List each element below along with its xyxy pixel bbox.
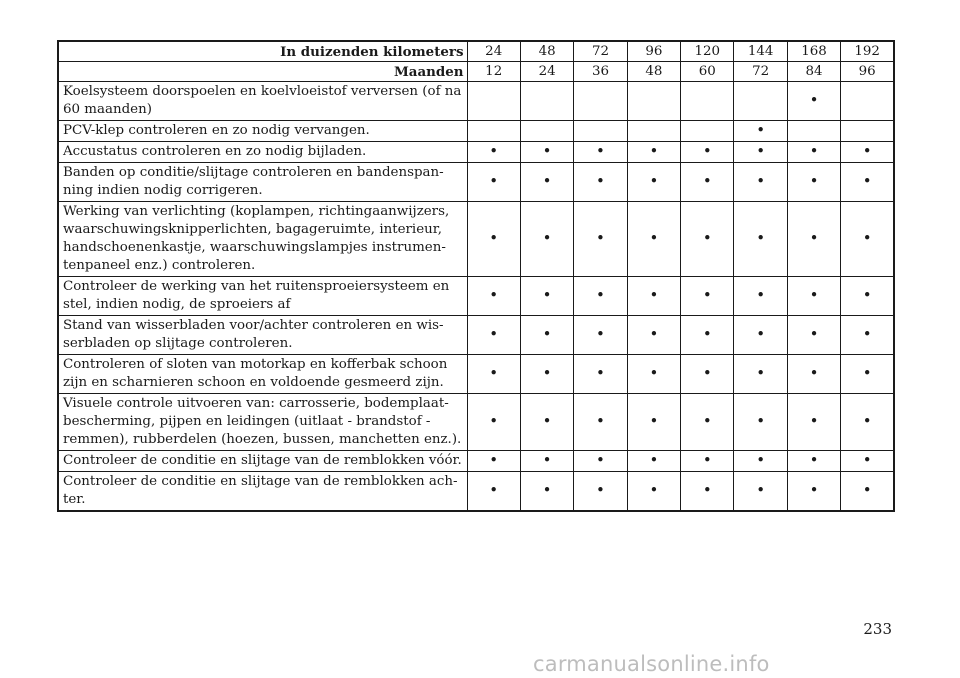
- interval-cell: [627, 202, 680, 277]
- km-header-cell: 144: [734, 41, 787, 62]
- interval-cell: [734, 82, 787, 121]
- task-description: Controleer de conditie en slijtage van de remblokken vóór.: [58, 451, 467, 472]
- interval-cell: [627, 472, 680, 512]
- interval-cell: [574, 355, 627, 394]
- km-header-cell: 24: [467, 41, 520, 62]
- interval-cell: [627, 277, 680, 316]
- interval-cell: [467, 355, 520, 394]
- interval-cell: [520, 202, 573, 277]
- check-dot: •: [756, 481, 766, 499]
- check-dot: •: [809, 286, 819, 304]
- interval-cell: [681, 451, 734, 472]
- table-row: [58, 472, 894, 512]
- check-dot: •: [809, 451, 819, 469]
- interval-cell: [787, 202, 840, 277]
- check-dot: •: [756, 325, 766, 343]
- check-dot: •: [542, 325, 552, 343]
- months-header-cell: 60: [681, 62, 734, 82]
- interval-cell: [841, 451, 894, 472]
- check-dot: •: [596, 325, 605, 343]
- interval-cell: [734, 472, 787, 512]
- check-dot: •: [489, 172, 499, 190]
- check-dot: •: [756, 121, 766, 139]
- check-dot: •: [756, 229, 766, 247]
- check-dot: •: [809, 229, 819, 247]
- table-row: [58, 451, 894, 472]
- interval-cell: [681, 121, 734, 142]
- check-dot: •: [862, 451, 872, 469]
- table-row: [58, 163, 894, 202]
- check-dot: •: [489, 364, 499, 382]
- check-dot: •: [702, 364, 712, 382]
- months-header-cell: 72: [734, 62, 787, 82]
- check-dot: •: [542, 286, 552, 304]
- months-header-cell: 96: [841, 62, 894, 82]
- interval-cell: [467, 277, 520, 316]
- interval-cell: [841, 472, 894, 512]
- interval-cell: [467, 472, 520, 512]
- km-header-cell: 168: [787, 41, 840, 62]
- check-dot: •: [489, 481, 499, 499]
- interval-cell: [520, 82, 573, 121]
- check-dot: •: [542, 412, 552, 430]
- interval-cell: [574, 472, 627, 512]
- check-dot: •: [756, 172, 766, 190]
- km-header-cell: 96: [627, 41, 680, 62]
- check-dot: •: [649, 364, 659, 382]
- interval-cell: [787, 163, 840, 202]
- interval-cell: [520, 163, 573, 202]
- check-dot: •: [862, 412, 872, 430]
- interval-cell: [681, 202, 734, 277]
- table-row: [58, 202, 894, 277]
- interval-cell: [467, 142, 520, 163]
- check-dot: •: [649, 412, 659, 430]
- table-row: [58, 355, 894, 394]
- check-dot: •: [702, 412, 712, 430]
- interval-cell: [574, 277, 627, 316]
- check-dot: •: [542, 451, 552, 469]
- interval-cell: [787, 142, 840, 163]
- interval-cell: [734, 202, 787, 277]
- km-header-label: In duizenden kilometers: [58, 41, 467, 62]
- months-header-cell: 48: [627, 62, 680, 82]
- interval-cell: [467, 163, 520, 202]
- check-dot: •: [542, 142, 552, 160]
- check-dot: •: [809, 172, 819, 190]
- interval-cell: [681, 472, 734, 512]
- interval-cell: [841, 277, 894, 316]
- check-dot: •: [756, 142, 766, 160]
- task-description: Visuele controle uitvoeren van: carrosserie, bodemplaat-bescherming, pijpen en leidingen (uitlaat - brandstof - remmen), rubberdelen (hoezen, bussen, manchetten enz.).: [58, 394, 467, 451]
- check-dot: •: [542, 172, 552, 190]
- interval-cell: [627, 451, 680, 472]
- table-row: [58, 316, 894, 355]
- interval-cell: [574, 316, 627, 355]
- interval-cell: [787, 355, 840, 394]
- interval-cell: [520, 472, 573, 512]
- months-header-row: [58, 62, 894, 82]
- months-header-cell: 84: [787, 62, 840, 82]
- interval-cell: [520, 121, 573, 142]
- interval-cell: [520, 451, 573, 472]
- interval-cell: [467, 451, 520, 472]
- interval-cell: [627, 316, 680, 355]
- interval-cell: [467, 316, 520, 355]
- check-dot: •: [702, 481, 712, 499]
- check-dot: •: [809, 412, 819, 430]
- check-dot: •: [809, 481, 819, 499]
- check-dot: •: [489, 286, 499, 304]
- interval-cell: [734, 316, 787, 355]
- interval-cell: [681, 394, 734, 451]
- check-dot: •: [862, 172, 872, 190]
- task-description: Koelsysteem doorspoelen en koelvloeistof verversen (of na 60 maanden): [58, 82, 467, 121]
- interval-cell: [574, 82, 627, 121]
- check-dot: •: [649, 481, 659, 499]
- interval-cell: [520, 142, 573, 163]
- check-dot: •: [489, 229, 499, 247]
- check-dot: •: [862, 286, 872, 304]
- check-dot: •: [649, 286, 659, 304]
- check-dot: •: [809, 364, 819, 382]
- interval-cell: [467, 82, 520, 121]
- interval-cell: [841, 394, 894, 451]
- km-header-cell: 120: [681, 41, 734, 62]
- interval-cell: [734, 277, 787, 316]
- check-dot: •: [649, 172, 659, 190]
- check-dot: •: [862, 481, 872, 499]
- table-row: [58, 142, 894, 163]
- task-description: Controleer de werking van het ruitensproeiersysteem en stel, indien nodig, de sproeiers af: [58, 277, 467, 316]
- check-dot: •: [596, 364, 605, 382]
- interval-cell: [787, 451, 840, 472]
- interval-cell: [681, 82, 734, 121]
- months-header-cell: 12: [467, 62, 520, 82]
- check-dot: •: [756, 286, 766, 304]
- check-dot: •: [862, 325, 872, 343]
- page-number: 233: [863, 620, 892, 638]
- interval-cell: [841, 142, 894, 163]
- table-row: [58, 394, 894, 451]
- interval-cell: [734, 142, 787, 163]
- interval-cell: [787, 316, 840, 355]
- km-header-cell: 72: [574, 41, 627, 62]
- interval-cell: [520, 316, 573, 355]
- check-dot: •: [862, 364, 872, 382]
- interval-cell: [520, 277, 573, 316]
- interval-cell: [627, 142, 680, 163]
- interval-cell: [734, 163, 787, 202]
- task-description: PCV-klep controleren en zo nodig vervangen.: [58, 121, 467, 142]
- table-row: [58, 82, 894, 121]
- interval-cell: [841, 82, 894, 121]
- months-header-label: Maanden: [58, 62, 467, 82]
- check-dot: •: [702, 325, 712, 343]
- interval-cell: [574, 394, 627, 451]
- interval-cell: [574, 451, 627, 472]
- interval-cell: [681, 163, 734, 202]
- check-dot: •: [862, 229, 872, 247]
- check-dot: •: [702, 172, 712, 190]
- months-header-cell: 36: [574, 62, 627, 82]
- interval-cell: [734, 394, 787, 451]
- task-description: Werking van verlichting (koplampen, richtingaanwijzers, waarschuwingsknipperlichten, bagageruimte, interieur, handschoenenkastje, waarschuwingslampjes instrumen-tenpaneel enz.) controleren.: [58, 202, 467, 277]
- interval-cell: [627, 121, 680, 142]
- interval-cell: [787, 277, 840, 316]
- interval-cell: [520, 394, 573, 451]
- interval-cell: [467, 394, 520, 451]
- months-header-cell: 24: [520, 62, 573, 82]
- interval-cell: [841, 202, 894, 277]
- interval-cell: [841, 121, 894, 142]
- check-dot: •: [596, 286, 605, 304]
- task-description: Stand van wisserbladen voor/achter controleren en wis-serbladen op slijtage controleren.: [58, 316, 467, 355]
- check-dot: •: [542, 229, 552, 247]
- interval-cell: [627, 355, 680, 394]
- interval-cell: [467, 202, 520, 277]
- interval-cell: [520, 355, 573, 394]
- check-dot: •: [702, 229, 712, 247]
- check-dot: •: [596, 412, 605, 430]
- interval-cell: [787, 82, 840, 121]
- km-header-row: [58, 41, 894, 62]
- interval-cell: [467, 121, 520, 142]
- interval-cell: [574, 142, 627, 163]
- task-description: Banden op conditie/slijtage controleren en bandenspan-ning indien nodig corrigeren.: [58, 163, 467, 202]
- watermark: carmanualsonline.info: [533, 652, 770, 676]
- interval-cell: [787, 472, 840, 512]
- interval-cell: [734, 355, 787, 394]
- check-dot: •: [596, 481, 605, 499]
- check-dot: •: [702, 286, 712, 304]
- check-dot: •: [809, 91, 819, 109]
- check-dot: •: [596, 451, 605, 469]
- check-dot: •: [809, 325, 819, 343]
- check-dot: •: [809, 142, 819, 160]
- table-row: [58, 121, 894, 142]
- interval-cell: [681, 355, 734, 394]
- interval-cell: [681, 316, 734, 355]
- interval-cell: [734, 451, 787, 472]
- check-dot: •: [702, 451, 712, 469]
- check-dot: •: [489, 142, 499, 160]
- check-dot: •: [649, 325, 659, 343]
- interval-cell: [787, 394, 840, 451]
- interval-cell: [681, 142, 734, 163]
- check-dot: •: [702, 142, 712, 160]
- task-description: Controleer de conditie en slijtage van de remblokken ach-ter.: [58, 472, 467, 512]
- interval-cell: [681, 277, 734, 316]
- check-dot: •: [756, 451, 766, 469]
- check-dot: •: [596, 229, 605, 247]
- check-dot: •: [862, 142, 872, 160]
- interval-cell: [574, 202, 627, 277]
- check-dot: •: [489, 451, 499, 469]
- interval-cell: [734, 121, 787, 142]
- check-dot: •: [489, 412, 499, 430]
- km-header-cell: 192: [841, 41, 894, 62]
- interval-cell: [627, 82, 680, 121]
- task-description: Controleren of sloten van motorkap en kofferbak schoon zijn en scharnieren schoon en voldoende gesmeerd zijn.: [58, 355, 467, 394]
- interval-cell: [627, 163, 680, 202]
- check-dot: •: [596, 172, 605, 190]
- interval-cell: [841, 316, 894, 355]
- check-dot: •: [756, 412, 766, 430]
- task-description: Accustatus controleren en zo nodig bijladen.: [58, 142, 467, 163]
- check-dot: •: [542, 481, 552, 499]
- check-dot: •: [649, 142, 659, 160]
- km-header-cell: 48: [520, 41, 573, 62]
- check-dot: •: [596, 142, 605, 160]
- maintenance-schedule-table: [57, 40, 895, 512]
- table-row: [58, 277, 894, 316]
- check-dot: •: [649, 229, 659, 247]
- check-dot: •: [756, 364, 766, 382]
- check-dot: •: [489, 325, 499, 343]
- interval-cell: [841, 163, 894, 202]
- interval-cell: [574, 121, 627, 142]
- interval-cell: [574, 163, 627, 202]
- check-dot: •: [649, 451, 659, 469]
- interval-cell: [841, 355, 894, 394]
- check-dot: •: [542, 364, 552, 382]
- interval-cell: [627, 394, 680, 451]
- interval-cell: [787, 121, 840, 142]
